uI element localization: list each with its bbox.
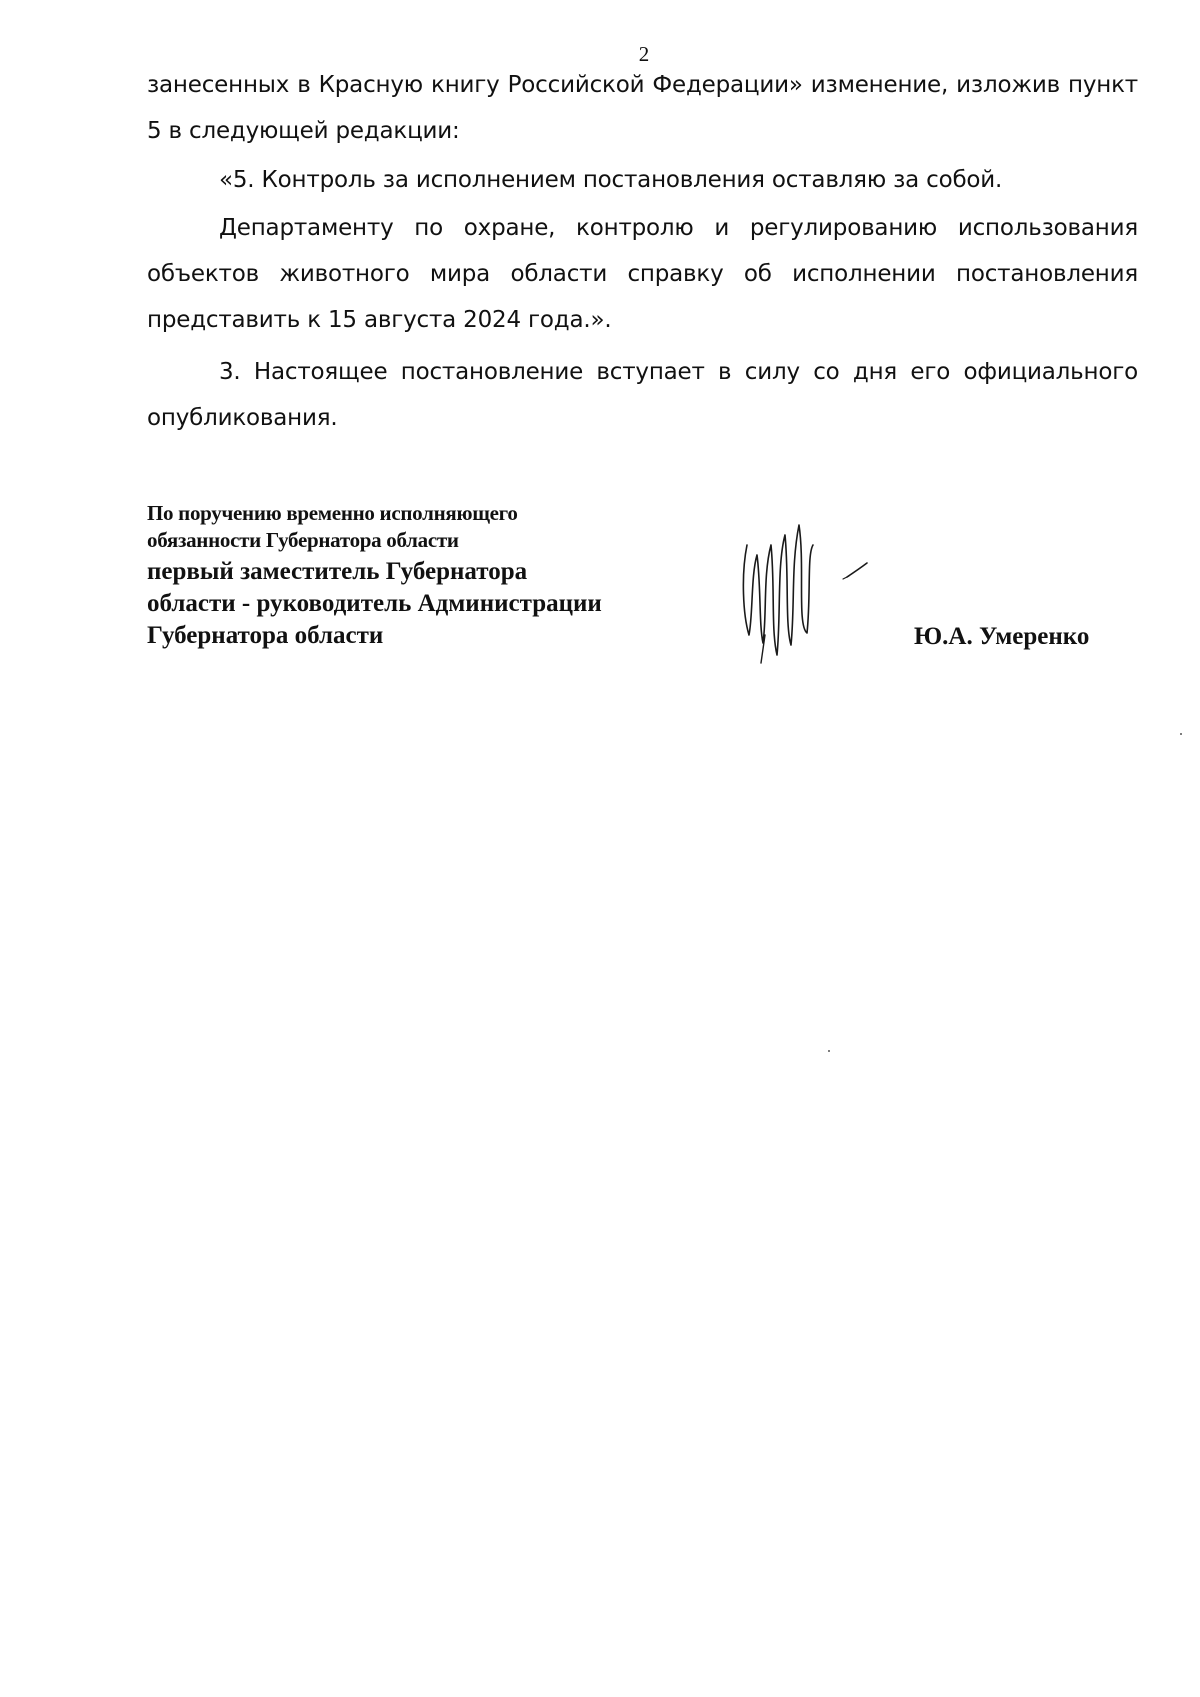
signature-block [147, 500, 602, 652]
signature-line: первый заместитель Губернатора [147, 558, 528, 585]
signature-line: области - руководитель Администрации [147, 590, 602, 617]
paragraph-text: «5. Контроль за исполнением постановления оставляю за собой. [219, 167, 1003, 193]
paragraph-text: Департаменту по охране, контролю и регулированию использования объектов животного мира области справку об исполнении постановления представить к 15 августа 2024 года.». [147, 215, 1138, 333]
signature-line: Губернатора области [147, 622, 384, 649]
paragraph-point-5 [147, 157, 1138, 203]
handwritten-signature [735, 515, 875, 665]
paragraph-text: занесенных в Красную книгу Российской Федерации» изменение, изложив пункт 5 в следующей редакции: [147, 72, 1138, 144]
paragraph-point-3 [147, 349, 1138, 441]
page-number: 2 [638, 42, 650, 66]
scan-speck [828, 1050, 830, 1052]
paragraph-department-report [147, 205, 1138, 343]
paragraph-text: 3. Настоящее постановление вступает в силу со дня его официального опубликования. [147, 359, 1138, 431]
paragraph-continuation [147, 62, 1138, 154]
scan-speck [1180, 733, 1182, 735]
signature-line: По поручению временно исполняющего [147, 501, 518, 525]
signer-name: Ю.А. Умеренко [914, 623, 1090, 650]
signature-line: обязанности Губернатора области [147, 528, 459, 552]
